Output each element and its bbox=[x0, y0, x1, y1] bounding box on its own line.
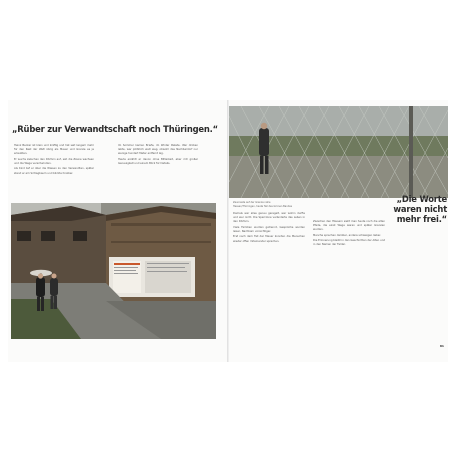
left-text-column-2 bbox=[118, 144, 198, 200]
page-number: 81 bbox=[439, 344, 444, 348]
left-text-column-1 bbox=[14, 144, 94, 200]
left-headline-quote: „Rüber zur Verwandtschaft noch Thüringen.“ bbox=[12, 124, 218, 134]
right-text-column-1 bbox=[233, 212, 305, 336]
paragraph: Heinz Becker ist klein und kräftig und hat seit langem mehr für den Rest der Welt übrig als Mauer und Grenze es je erlaubten. bbox=[14, 144, 94, 156]
right-text-column-2 bbox=[313, 220, 385, 336]
photo-caption: Zaunreste auf der Grenze nahe Hessen/Thüringen, heute Teil des Grünen Bandes bbox=[233, 201, 292, 208]
paragraph: Die Erinnerung bleibt in den Geschichten der Alten und in den Namen der Felder. bbox=[313, 239, 385, 247]
paragraph: Damals war alles genau geregelt, wer wohin durfte und wer nicht. Die Sperrzone veränderte das Leben in den Dörfern. bbox=[233, 212, 305, 224]
left-page bbox=[8, 100, 227, 362]
paragraph: Heute erzählt er davon ohne Bitterkeit, aber mit großer Genauigkeit und einem Blick für Details. bbox=[118, 157, 198, 165]
village-street-photo bbox=[11, 203, 216, 339]
paragraph: Im Sommer kamen Briefe, im Winter Pakete. Wer drüben lebte, war plötzlich weit weg, obwohl das Nachbardorf nur wenige hundert Meter entfernt lag. bbox=[118, 144, 198, 156]
paragraph: Er wuchs zwischen den Dörfern auf, sah die Zäune wachsen und die Wege verschwinden. bbox=[14, 157, 94, 165]
paragraph: Zwischen den Häusern sieht man heute noch die alten Pfade, die einst Wege waren und später Grenzen wurden. bbox=[313, 220, 385, 232]
right-pull-quote: „Die Worte waren nicht mehr frei.“ bbox=[393, 194, 447, 224]
right-page bbox=[229, 100, 448, 362]
magazine-spread bbox=[8, 100, 448, 362]
paragraph: Als Kind lief er über die Wiesen zu den Verwandten, später stand er am Schlagbaum und blickte hinüber. bbox=[14, 167, 94, 175]
paragraph: Erst nach dem Fall der Mauer konnten die Menschen wieder offen miteinander sprechen. bbox=[233, 235, 305, 243]
border-fence-photo bbox=[229, 106, 448, 198]
paragraph: Viele Familien wurden getrennt, Gespräche wurden leiser, Nachbarn vorsichtiger. bbox=[233, 225, 305, 233]
paragraph: Manche sprechen darüber, andere schweigen lieber. bbox=[313, 233, 382, 237]
